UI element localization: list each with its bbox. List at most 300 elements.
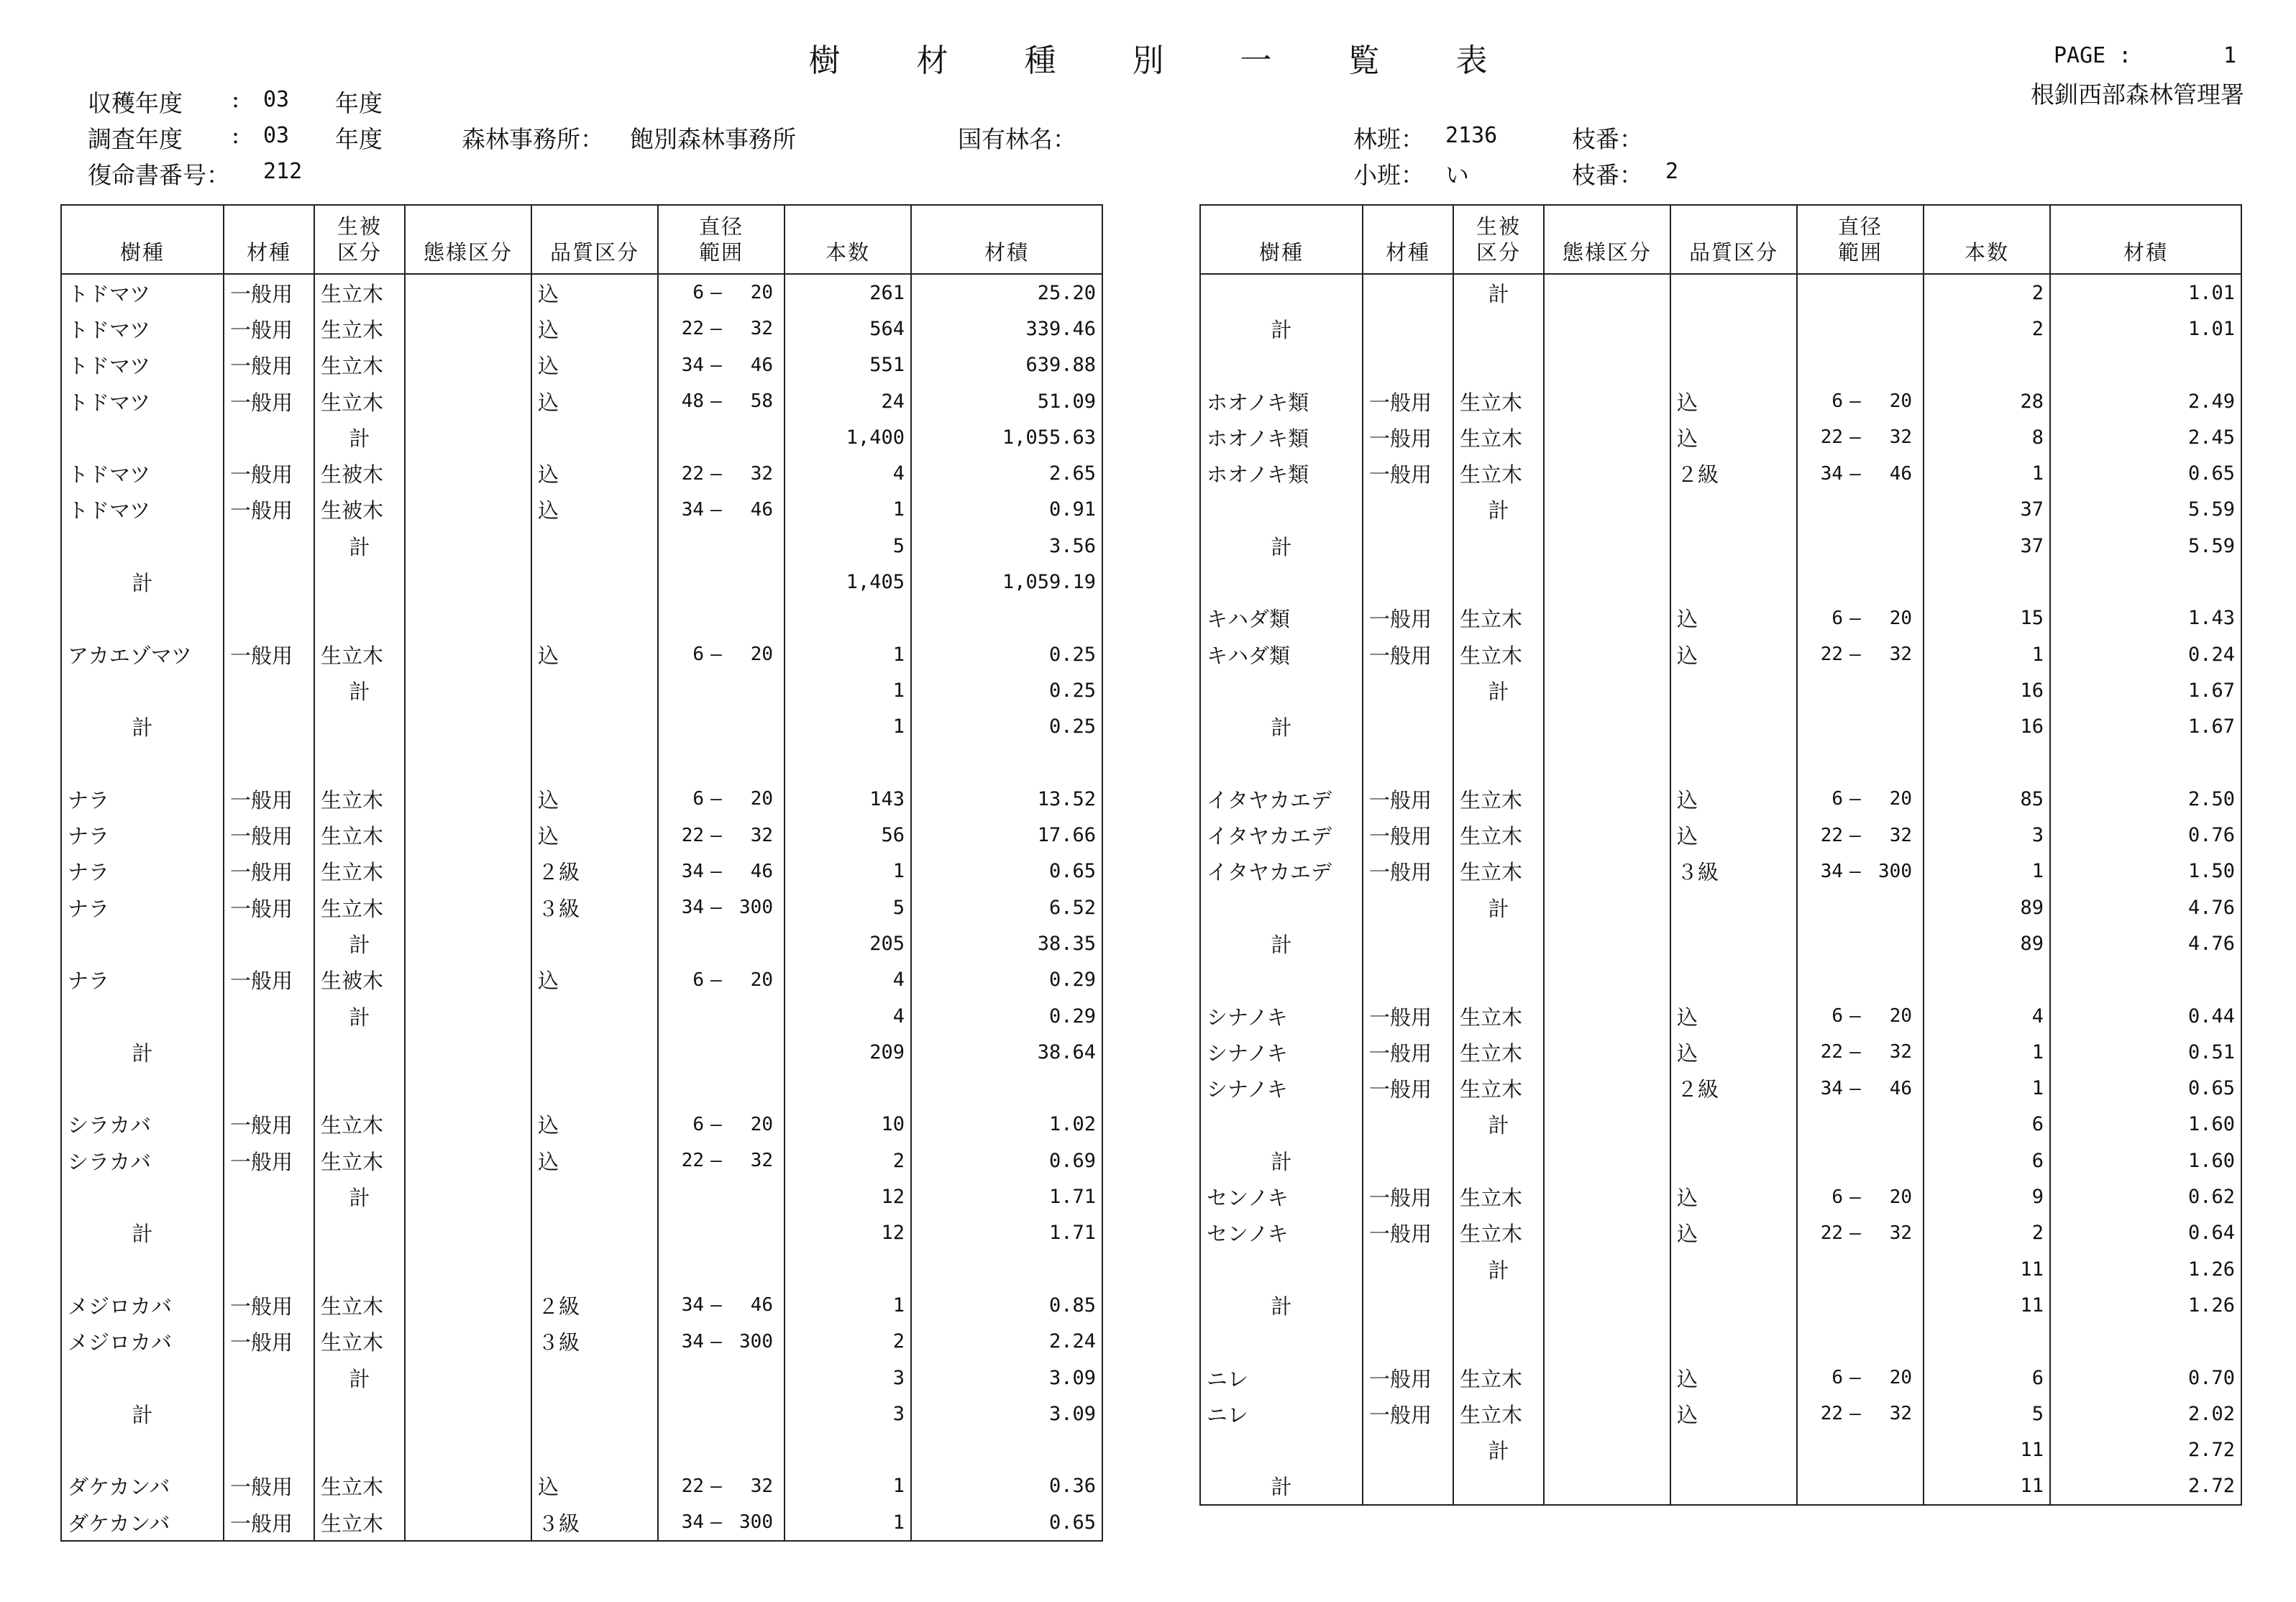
quality-cell (1670, 1432, 1797, 1468)
volume-cell: 0.85 (911, 1287, 1102, 1323)
alive-cell: 生立木 (1453, 383, 1544, 419)
material-cell: 一般用 (1363, 383, 1453, 419)
alive-cell (314, 709, 405, 745)
volume-cell (2050, 564, 2241, 600)
material-cell: 一般用 (224, 636, 314, 672)
material-cell (1363, 745, 1453, 781)
diameter-cell (1797, 1287, 1924, 1323)
material-cell: 一般用 (1363, 1071, 1453, 1107)
alive-cell: 生立木 (314, 1287, 405, 1323)
condition-cell (1544, 347, 1670, 383)
diameter-to: 58 (750, 390, 773, 413)
diameter-cell (1797, 1396, 1924, 1432)
table-row (61, 1071, 1102, 1107)
species-cell (1200, 492, 1363, 528)
volume-cell (2050, 1324, 2241, 1360)
condition-cell (405, 274, 531, 311)
alive-cell: 計 (314, 528, 405, 564)
alive-cell: 生立木 (1453, 455, 1544, 491)
quality-cell (1670, 962, 1797, 998)
table-row (61, 1324, 1102, 1360)
quality-cell (1670, 925, 1797, 961)
table-row (1200, 672, 2241, 708)
material-cell: 一般用 (1363, 998, 1453, 1034)
diameter-cell (658, 709, 785, 745)
table-row (61, 1432, 1102, 1468)
diameter-from: 6 (1831, 1186, 1843, 1208)
count-cell: 6 (1924, 1143, 2050, 1178)
species-cell: シナノキ (1200, 1034, 1363, 1070)
species-cell (1200, 274, 1363, 311)
count-cell: 1,405 (785, 564, 911, 600)
material-cell (224, 1432, 314, 1468)
diameter-cell (658, 419, 785, 455)
condition-cell (1544, 1396, 1670, 1432)
diameter-to: 20 (1889, 1186, 1912, 1208)
volume-cell: 13.52 (911, 781, 1102, 817)
count-cell: 11 (1924, 1432, 2050, 1468)
count-cell: 205 (785, 925, 911, 961)
species-cell: イタヤカエデ (1200, 853, 1363, 889)
species-cell: ホオノキ類 (1200, 383, 1363, 419)
volume-cell: 639.88 (911, 347, 1102, 383)
diameter-from: 6 (692, 969, 704, 991)
quality-cell (531, 600, 658, 636)
count-cell: 261 (785, 274, 911, 311)
diameter-dash: — (710, 1294, 722, 1317)
condition-cell (1544, 853, 1670, 889)
diameter-from: 22 (1820, 1222, 1843, 1244)
species-cell: アカエゾマツ (61, 636, 224, 672)
table-row (61, 1178, 1102, 1214)
condition-cell (405, 1107, 531, 1143)
diameter-cell (1797, 672, 1924, 708)
condition-cell (1544, 1071, 1670, 1107)
condition-cell (1544, 672, 1670, 708)
volume-cell: 0.70 (2050, 1360, 2241, 1396)
diameter-dash: — (1849, 1041, 1861, 1063)
diameter-dash: — (1849, 860, 1861, 882)
species-cell: ナラ (61, 962, 224, 998)
count-cell: 4 (785, 998, 911, 1034)
volume-cell: 0.65 (2050, 1071, 2241, 1107)
alive-cell: 計 (314, 1178, 405, 1214)
diameter-to: 32 (750, 1475, 773, 1497)
table-row (1200, 600, 2241, 636)
alive-cell: 計 (314, 672, 405, 708)
diameter-dash: — (710, 354, 722, 376)
condition-cell (405, 347, 531, 383)
year-suffix: 年度 (335, 125, 383, 153)
quality-cell (1670, 492, 1797, 528)
quality-cell (531, 528, 658, 564)
volume-cell: 0.69 (911, 1143, 1102, 1178)
page-title (0, 35, 2296, 81)
count-cell: 37 (1924, 528, 2050, 564)
material-cell (1363, 347, 1453, 383)
count-cell: 4 (785, 455, 911, 491)
material-cell: 一般用 (224, 1107, 314, 1143)
alive-cell: 生被木 (314, 962, 405, 998)
condition-cell (1544, 1215, 1670, 1251)
diameter-from: 34 (1820, 860, 1843, 882)
species-cell: 計 (1200, 311, 1363, 347)
species-cell (1200, 745, 1363, 781)
diameter-from: 22 (681, 1475, 704, 1497)
diameter-dash: — (710, 1113, 722, 1135)
material-cell (1363, 1143, 1453, 1178)
diameter-cell (1797, 383, 1924, 419)
alive-cell (1453, 1324, 1544, 1360)
material-cell (224, 745, 314, 781)
order-number-label: 復命書番号： (88, 161, 230, 189)
condition-cell (405, 492, 531, 528)
diameter-cell (658, 455, 785, 491)
count-cell: 37 (1924, 492, 2050, 528)
diameter-to: 20 (1889, 788, 1912, 810)
diameter-dash: — (710, 788, 722, 810)
species-cell: センノキ (1200, 1215, 1363, 1251)
material-cell: 一般用 (1363, 853, 1453, 889)
diameter-to: 32 (750, 824, 773, 846)
diameter-from: 22 (1820, 1041, 1843, 1063)
diameter-from: 34 (681, 354, 704, 376)
diameter-cell (1797, 600, 1924, 636)
diameter-from: 22 (1820, 1403, 1843, 1425)
alive-cell: 生立木 (314, 311, 405, 347)
condition-cell (405, 1432, 531, 1468)
material-cell (1363, 274, 1453, 311)
quality-cell (531, 419, 658, 455)
table-row (61, 636, 1102, 672)
material-cell: 一般用 (224, 889, 314, 925)
quality-cell: 込 (531, 817, 658, 853)
species-cell (61, 1360, 224, 1396)
species-cell: イタヤカエデ (1200, 781, 1363, 817)
office-name: 根釧西部森林管理署 (2031, 81, 2244, 109)
diameter-cell (658, 564, 785, 600)
volume-cell: 1.67 (2050, 709, 2241, 745)
alive-cell: 生立木 (314, 1324, 405, 1360)
alive-cell (314, 600, 405, 636)
table-row (61, 1287, 1102, 1323)
count-cell: 1 (1924, 1071, 2050, 1107)
material-cell: 一般用 (224, 1504, 314, 1541)
table-row (61, 1360, 1102, 1396)
alive-cell (314, 1251, 405, 1287)
material-cell (1363, 564, 1453, 600)
material-cell: 一般用 (224, 383, 314, 419)
volume-cell: 2.72 (2050, 1468, 2241, 1505)
quality-cell (1670, 347, 1797, 383)
species-cell: ナラ (61, 781, 224, 817)
condition-cell (1544, 709, 1670, 745)
col-material: 材種 (224, 205, 314, 274)
table-row (1200, 347, 2241, 383)
diameter-cell (658, 1107, 785, 1143)
count-cell: 12 (785, 1178, 911, 1214)
table-row (1200, 709, 2241, 745)
table-row (61, 383, 1102, 419)
alive-cell (1453, 962, 1544, 998)
count-cell (785, 1071, 911, 1107)
alive-cell (314, 745, 405, 781)
volume-cell: 25.20 (911, 274, 1102, 311)
alive-cell: 生立木 (1453, 1034, 1544, 1070)
diameter-from: 34 (681, 1511, 704, 1534)
quality-cell (531, 1178, 658, 1214)
alive-cell: 生立木 (1453, 817, 1544, 853)
table-row (1200, 1468, 2241, 1505)
table-row (61, 889, 1102, 925)
count-cell: 3 (785, 1396, 911, 1432)
diameter-cell (658, 853, 785, 889)
volume-cell: 1.71 (911, 1215, 1102, 1251)
col-alive: 生被 区分 (314, 205, 405, 274)
branch2-label: 枝番： (1572, 161, 1643, 189)
diameter-to: 20 (750, 644, 773, 666)
diameter-to: 32 (1889, 1041, 1912, 1063)
table-row (61, 781, 1102, 817)
diameter-cell (1797, 998, 1924, 1034)
quality-cell: 込 (531, 962, 658, 998)
species-cell: キハダ類 (1200, 636, 1363, 672)
diameter-cell (658, 1071, 785, 1107)
material-cell (224, 528, 314, 564)
diameter-dash: — (1849, 462, 1861, 485)
alive-cell: 生立木 (1453, 1071, 1544, 1107)
species-cell: トドマツ (61, 455, 224, 491)
count-cell: 4 (785, 962, 911, 998)
species-cell (1200, 1324, 1363, 1360)
diameter-cell (658, 889, 785, 925)
table-row (1200, 1071, 2241, 1107)
table-row (61, 1251, 1102, 1287)
condition-cell (1544, 492, 1670, 528)
material-cell: 一般用 (224, 1287, 314, 1323)
material-cell: 一般用 (1363, 1396, 1453, 1432)
table-row (1200, 455, 2241, 491)
count-cell: 2 (785, 1324, 911, 1360)
table-row (1200, 383, 2241, 419)
col-volume: 材積 (2050, 205, 2241, 274)
count-cell: 11 (1924, 1251, 2050, 1287)
quality-cell: 込 (531, 1468, 658, 1504)
diameter-from: 6 (1831, 607, 1843, 629)
quality-cell: 込 (531, 1107, 658, 1143)
quality-cell (531, 925, 658, 961)
diameter-cell (658, 600, 785, 636)
diameter-cell (1797, 1324, 1924, 1360)
diameter-dash: — (1849, 607, 1861, 629)
page-number: 1 (2223, 43, 2236, 68)
condition-cell (405, 1504, 531, 1541)
diameter-to: 300 (1878, 860, 1912, 882)
quality-cell (1670, 889, 1797, 925)
diameter-cell (658, 1251, 785, 1287)
condition-cell (1544, 383, 1670, 419)
table-row (61, 1034, 1102, 1070)
count-cell (785, 1432, 911, 1468)
species-cell: 計 (61, 1034, 224, 1070)
species-cell (61, 998, 224, 1034)
diameter-cell (658, 1432, 785, 1468)
volume-cell: 0.24 (2050, 636, 2241, 672)
alive-cell (1453, 1287, 1544, 1323)
species-cell: イタヤカエデ (1200, 817, 1363, 853)
diameter-cell (1797, 492, 1924, 528)
condition-cell (1544, 1324, 1670, 1360)
compartment-label: 林班： (1353, 125, 1424, 153)
volume-cell: 0.29 (911, 998, 1102, 1034)
count-cell: 5 (785, 889, 911, 925)
table-row (1200, 781, 2241, 817)
diameter-to: 46 (750, 860, 773, 882)
condition-cell (1544, 1360, 1670, 1396)
alive-cell (314, 1071, 405, 1107)
material-cell (1363, 1107, 1453, 1143)
volume-cell: 1.43 (2050, 600, 2241, 636)
diameter-cell (658, 781, 785, 817)
volume-cell (911, 745, 1102, 781)
count-cell: 209 (785, 1034, 911, 1070)
count-cell: 1 (1924, 1034, 2050, 1070)
species-cell: キハダ類 (1200, 600, 1363, 636)
count-cell: 89 (1924, 889, 2050, 925)
col-diameter: 直径 範囲 (658, 205, 785, 274)
quality-cell (1670, 1468, 1797, 1505)
col-species: 樹種 (1200, 205, 1363, 274)
table-row (1200, 564, 2241, 600)
material-cell (1363, 1468, 1453, 1505)
table-header-row (1200, 205, 2241, 274)
material-cell (1363, 889, 1453, 925)
quality-cell: ３級 (531, 1324, 658, 1360)
quality-cell: 込 (531, 636, 658, 672)
material-cell: 一般用 (224, 962, 314, 998)
diameter-dash: — (710, 1511, 722, 1534)
condition-cell (405, 1251, 531, 1287)
condition-cell (1544, 528, 1670, 564)
volume-cell: 3.09 (911, 1360, 1102, 1396)
count-cell: 8 (1924, 419, 2050, 455)
title-char: 種 (1024, 42, 1056, 79)
diameter-from: 34 (681, 1330, 704, 1352)
alive-cell (314, 1396, 405, 1432)
species-cell: ナラ (61, 817, 224, 853)
quality-cell (1670, 709, 1797, 745)
condition-cell (405, 925, 531, 961)
material-cell (224, 672, 314, 708)
quality-cell (531, 672, 658, 708)
col-alive: 生被 区分 (1453, 205, 1544, 274)
volume-cell: 1.26 (2050, 1287, 2241, 1323)
diameter-dash: — (710, 1330, 722, 1352)
species-cell (1200, 672, 1363, 708)
material-cell: 一般用 (1363, 419, 1453, 455)
alive-cell: 生立木 (1453, 1178, 1544, 1214)
volume-cell: 1.71 (911, 1178, 1102, 1214)
diameter-from: 22 (681, 824, 704, 846)
material-cell: 一般用 (224, 853, 314, 889)
material-cell: 一般用 (224, 492, 314, 528)
material-cell (1363, 528, 1453, 564)
condition-cell (405, 311, 531, 347)
species-cell (1200, 889, 1363, 925)
material-cell: 一般用 (1363, 636, 1453, 672)
subcompartment-value: い (1445, 161, 1469, 189)
quality-cell: 込 (1670, 1360, 1797, 1396)
alive-cell (1453, 709, 1544, 745)
alive-cell: 生立木 (314, 1143, 405, 1178)
material-cell (224, 1396, 314, 1432)
quality-cell (531, 1396, 658, 1432)
diameter-to: 46 (750, 1294, 773, 1317)
diameter-cell (658, 1504, 785, 1541)
alive-cell: 生立木 (314, 1107, 405, 1143)
volume-cell: 3.09 (911, 1396, 1102, 1432)
condition-cell (405, 817, 531, 853)
alive-cell: 生立木 (314, 347, 405, 383)
table-row (1200, 1251, 2241, 1287)
quality-cell: 込 (1670, 998, 1797, 1034)
quality-cell: ２級 (531, 1287, 658, 1323)
material-cell (1363, 1251, 1453, 1287)
diameter-to: 20 (1889, 1367, 1912, 1389)
condition-cell (1544, 419, 1670, 455)
condition-cell (405, 1468, 531, 1504)
condition-cell (405, 998, 531, 1034)
condition-cell (405, 455, 531, 491)
condition-cell (1544, 998, 1670, 1034)
count-cell: 12 (785, 1215, 911, 1251)
alive-cell: 生立木 (1453, 419, 1544, 455)
volume-cell: 339.46 (911, 311, 1102, 347)
quality-cell (1670, 1287, 1797, 1323)
diameter-dash: — (1849, 1077, 1861, 1099)
diameter-from: 6 (1831, 788, 1843, 810)
national-forest-label: 国有林名： (958, 125, 1076, 153)
table-row (61, 672, 1102, 708)
table-row (61, 817, 1102, 853)
alive-cell: 計 (1453, 672, 1544, 708)
volume-cell: 0.44 (2050, 998, 2241, 1034)
diameter-from: 22 (1820, 824, 1843, 846)
volume-cell: 5.59 (2050, 528, 2241, 564)
table-row (61, 274, 1102, 311)
material-cell (1363, 925, 1453, 961)
diameter-dash: — (710, 644, 722, 666)
alive-cell: 生立木 (314, 636, 405, 672)
alive-cell: 計 (1453, 1107, 1544, 1143)
diameter-cell (658, 311, 785, 347)
diameter-dash: — (710, 897, 722, 919)
harvest-year-label: 収穫年度 (88, 89, 183, 117)
species-cell (61, 1432, 224, 1468)
condition-cell (405, 781, 531, 817)
count-cell: 1 (785, 853, 911, 889)
diameter-cell (1797, 311, 1924, 347)
volume-cell: 4.76 (2050, 925, 2241, 961)
species-cell: 計 (1200, 528, 1363, 564)
count-cell: 5 (1924, 1396, 2050, 1432)
survey-year-label: 調査年度 (88, 125, 183, 153)
volume-cell: 51.09 (911, 383, 1102, 419)
diameter-from: 6 (692, 788, 704, 810)
diameter-to: 32 (1889, 644, 1912, 666)
species-cell (61, 600, 224, 636)
diameter-dash: — (710, 318, 722, 340)
